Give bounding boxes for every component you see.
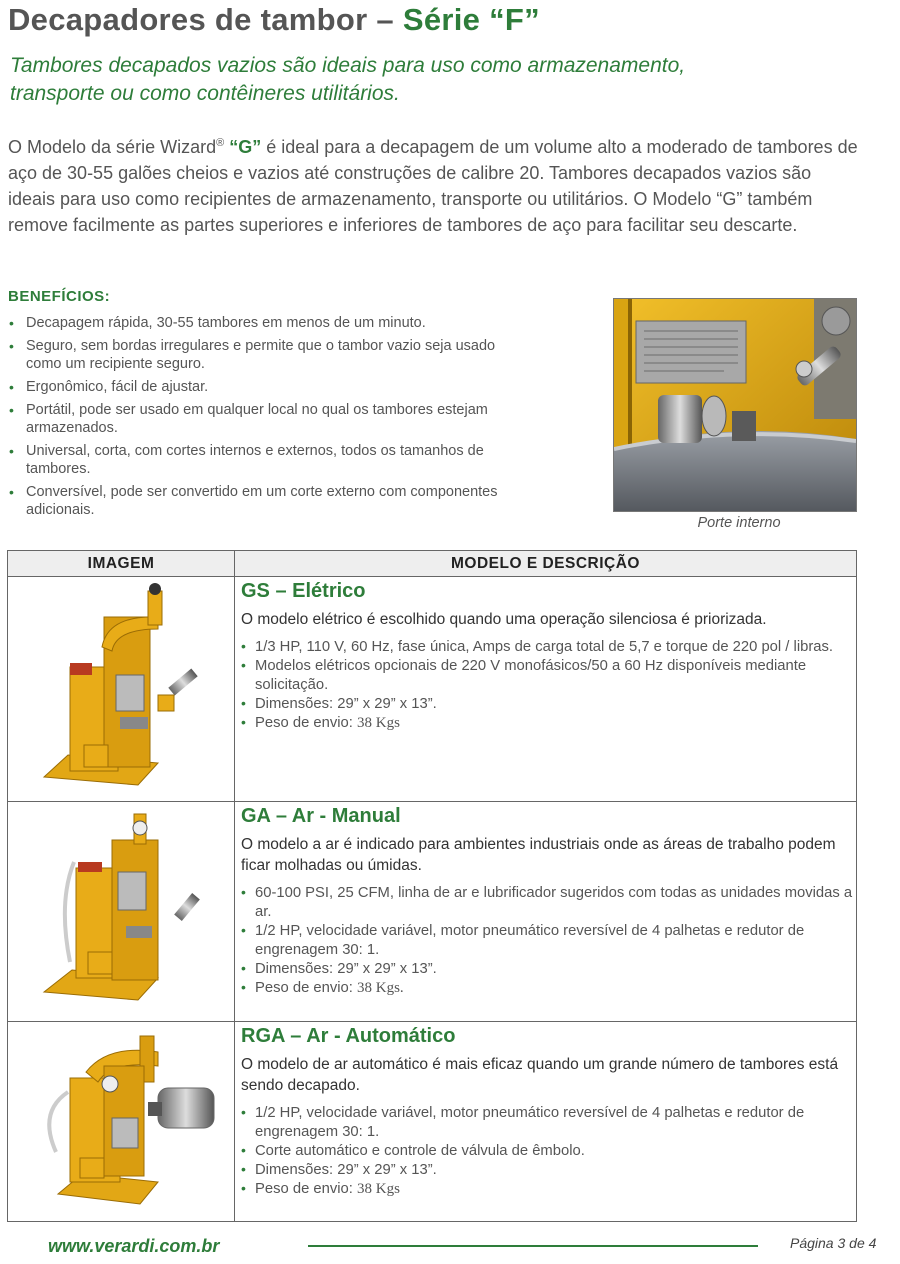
model-spec-list xyxy=(241,1104,856,1199)
bullet-icon: • xyxy=(9,443,14,459)
spec-text: 60-100 PSI, 25 CFM, linha de ar e lubrificador sugeridos com todas as unidades movidas a ar. xyxy=(255,885,853,920)
list-item xyxy=(241,1180,856,1199)
weight-label: Peso de envio: xyxy=(255,1181,358,1197)
list-item xyxy=(8,401,528,437)
intro-text-start: O Modelo da série Wizard xyxy=(8,137,217,157)
intro-model-name: “G” xyxy=(224,137,267,157)
model-summary: O modelo de ar automático é mais eficaz quando um grande número de tambores está sendo decapado. xyxy=(241,1056,839,1094)
model-title: GA – Ar - Manual xyxy=(241,805,401,827)
model-title: GS – Elétrico xyxy=(241,580,366,602)
bullet-icon: • xyxy=(9,402,14,418)
list-item xyxy=(241,657,856,695)
bullet-icon: • xyxy=(9,484,14,500)
bullet-icon: • xyxy=(241,638,246,654)
list-item xyxy=(8,337,528,373)
manual-air-stripper-image xyxy=(8,802,234,1016)
weight-label: Peso de envio: xyxy=(255,980,358,996)
model-summary: O modelo a ar é indicado para ambientes industriais onde as áreas de trabalho podem ficar molhadas ou úmidas. xyxy=(241,836,836,874)
bullet-icon: • xyxy=(241,884,246,900)
spec-text: Dimensões: 29” x 29” x 13”. xyxy=(255,696,437,712)
electric-stripper-image xyxy=(8,577,234,796)
table-row xyxy=(8,1022,857,1222)
benefit-text: Seguro, sem bordas irregulares e permite que o tambor vazio seja usado como um recipiente seguro. xyxy=(26,338,496,372)
table-header-row xyxy=(8,551,857,577)
registered-mark: ® xyxy=(216,137,225,149)
spec-text: Modelos elétricos opcionais de 220 V monofásicos/50 a 60 Hz disponíveis mediante solicitação. xyxy=(255,658,807,693)
model-description-cell xyxy=(235,1022,857,1222)
page-subtitle: Tambores decapados vazios são ideais para uso como armazenamento, transporte ou como contêineres utilitários. xyxy=(10,54,686,105)
bullet-icon: • xyxy=(241,1142,246,1158)
spec-text: 1/2 HP, velocidade variável, motor pneumático reversível de 4 palhetas e redutor de engrenagem 30: 1. xyxy=(255,1105,805,1140)
list-item xyxy=(241,714,856,733)
model-image-cell xyxy=(8,577,235,802)
weight-value: 38 Kgs xyxy=(357,1181,400,1197)
bullet-icon: • xyxy=(9,315,14,331)
bullet-icon: • xyxy=(241,1104,246,1120)
footer-divider xyxy=(308,1245,758,1247)
title-main: Decapadores de tambor – xyxy=(8,2,403,37)
bullet-icon: • xyxy=(9,379,14,395)
benefits-list xyxy=(8,314,528,524)
bullet-icon: • xyxy=(241,695,246,711)
bullet-icon: • xyxy=(241,960,246,976)
list-item xyxy=(8,314,528,332)
spec-text: Dimensões: 29” x 29” x 13”. xyxy=(255,961,437,977)
list-item xyxy=(241,1104,856,1142)
weight-value: 38 Kgs xyxy=(357,715,400,731)
benefit-text: Universal, corta, com cortes internos e externos, todos os tamanhos de tambores. xyxy=(26,443,484,477)
models-table xyxy=(7,550,857,1222)
list-item xyxy=(241,695,856,714)
bullet-icon: • xyxy=(241,657,246,673)
bullet-icon: • xyxy=(241,979,246,995)
page-title xyxy=(8,2,540,38)
column-header-image: IMAGEM xyxy=(8,551,235,577)
list-item xyxy=(241,922,856,960)
list-item xyxy=(241,884,856,922)
spec-text: Corte automático e controle de válvula de êmbolo. xyxy=(255,1143,585,1159)
benefit-text: Ergonômico, fácil de ajustar. xyxy=(26,379,209,395)
title-series: Série “F” xyxy=(402,2,540,37)
model-spec-list xyxy=(241,638,856,733)
bullet-icon: • xyxy=(241,714,246,730)
benefit-text: Decapagem rápida, 30-55 tambores em menos de um minuto. xyxy=(26,315,426,331)
benefit-text: Conversível, pode ser convertido em um corte externo com componentes adicionais. xyxy=(26,484,498,518)
bullet-icon: • xyxy=(9,338,14,354)
list-item xyxy=(8,442,528,478)
bullet-icon: • xyxy=(241,1161,246,1177)
spec-text: 1/3 HP, 110 V, 60 Hz, fase única, Amps de carga total de 5,7 e torque de 220 pol / libras. xyxy=(255,639,834,655)
benefit-text: Portátil, pode ser usado em qualquer local no qual os tambores estejam armazenados. xyxy=(26,402,488,436)
list-item xyxy=(241,960,856,979)
drum-cutter-closeup-image xyxy=(614,299,856,511)
spec-text: Dimensões: 29” x 29” x 13”. xyxy=(255,1162,437,1178)
column-header-model: MODELO E DESCRIÇÃO xyxy=(235,551,857,577)
bullet-icon: • xyxy=(241,1180,246,1196)
benefits-title: BENEFÍCIOS: xyxy=(8,288,111,305)
weight-label: Peso de envio: xyxy=(255,715,358,731)
list-item xyxy=(8,378,528,396)
model-image-cell xyxy=(8,802,235,1022)
internal-port-photo xyxy=(613,298,857,512)
list-item xyxy=(241,979,856,998)
weight-value: 38 Kgs. xyxy=(357,980,404,996)
page-number: Página 3 de 4 xyxy=(790,1235,877,1251)
automatic-air-stripper-image xyxy=(8,1022,234,1216)
model-title: RGA – Ar - Automático xyxy=(241,1025,456,1047)
website-link[interactable]: www.verardi.com.br xyxy=(48,1236,220,1256)
model-image-cell xyxy=(8,1022,235,1222)
list-item xyxy=(241,1142,856,1161)
bullet-icon: • xyxy=(241,922,246,938)
spec-text: 1/2 HP, velocidade variável, motor pneumático reversível de 4 palhetas e redutor de engrenagem 30: 1. xyxy=(255,923,805,958)
table-row xyxy=(8,577,857,802)
table-row xyxy=(8,802,857,1022)
model-description-cell xyxy=(235,802,857,1022)
photo-caption: Porte interno xyxy=(697,515,781,531)
intro-text-end: é ideal para a decapagem de um volume alto a moderado de tambores de aço de 30-55 galões cheios e vazios até construções de calibre 20. Tambores decapados vazios são ideais para uso como recipientes de armazenamento, transporte ou utilitários. O Modelo “G” também remove facilmente as partes superiores e inferiores de tambores de aço para facilitar seu descarte. xyxy=(8,137,858,235)
model-description-cell xyxy=(235,577,857,802)
list-item xyxy=(8,483,528,519)
list-item xyxy=(241,638,856,657)
list-item xyxy=(241,1161,856,1180)
model-summary: O modelo elétrico é escolhido quando uma operação silenciosa é priorizada. xyxy=(241,611,767,628)
intro-paragraph xyxy=(8,130,858,238)
model-spec-list xyxy=(241,884,856,998)
